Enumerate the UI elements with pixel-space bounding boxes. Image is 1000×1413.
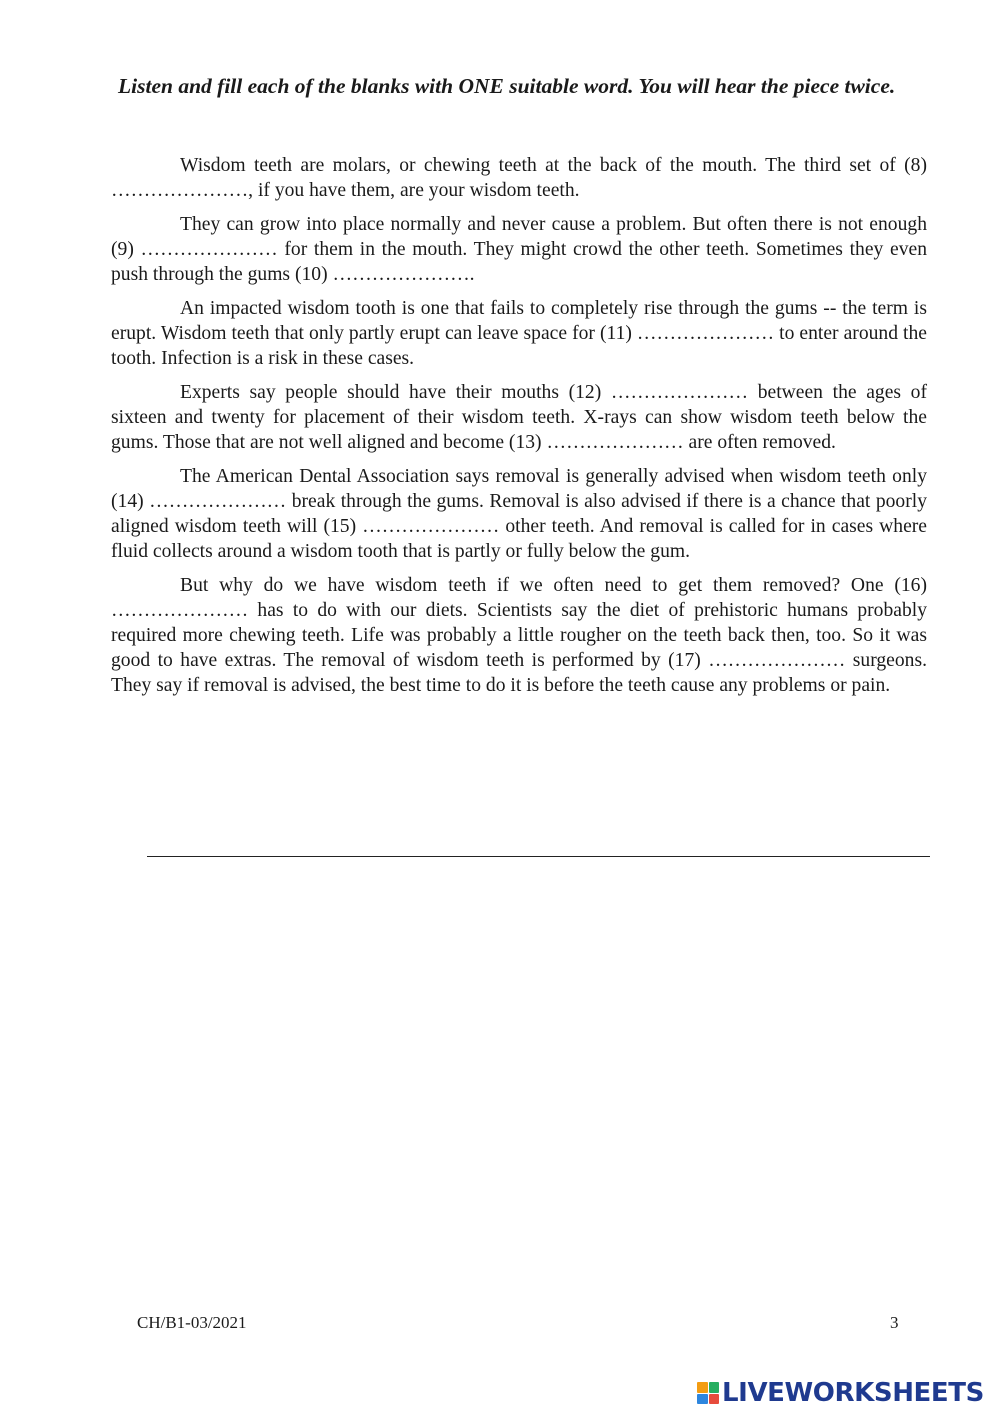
paragraph-5: The American Dental Association says removal is generally advised when wisdom teeth only (14) ………………… break through the gums. Removal is also advised if there is a chance that poorly aligned wisdom teeth will (15) ………………… other teeth. And removal is called for in cases where fluid collects around a wisdom tooth that is partly or fully below the gum. — [111, 466, 927, 562]
divider-line — [147, 856, 930, 857]
paragraph-4: Experts say people should have their mouths (12) ………………… between the ages of sixteen and twenty for placement of their wisdom teeth. X-rays can show wisdom teeth below the gums. Those that are not well aligned and become (13) ………………… are often removed. — [111, 382, 927, 453]
logo-square-2 — [709, 1382, 720, 1393]
brand-text: LIVEWORKSHEETS — [722, 1378, 984, 1408]
paragraph-3: An impacted wisdom tooth is one that fails to completely rise through the gums -- the term is erupt. Wisdom teeth that only partly erupt can leave space for (11) ………………… to enter around the tooth. Infection is a risk in these cases. — [111, 298, 927, 369]
logo-square-3 — [697, 1394, 708, 1405]
paragraph-6: But why do we have wisdom teeth if we often need to get them removed? One (16) ………………… has to do with our diets. Scientists say the diet of prehistoric humans probably required more chewing teeth. Life was probably a little rougher on the teeth back then, too. So it was good to have extras. The removal of wisdom teeth is performed by (17) ………………… surgeons. They say if removal is advised, the best time to do it is before the teeth cause any problems or pain. — [111, 575, 927, 696]
liveworksheets-logo-icon — [697, 1382, 719, 1404]
paragraph-1: Wisdom teeth are molars, or chewing teeth at the back of the mouth. The third set of (8) …………………, if you have them, are your wisdom teeth. — [111, 155, 927, 201]
logo-square-4 — [709, 1394, 720, 1405]
brand-watermark — [697, 1377, 984, 1409]
logo-square-1 — [697, 1382, 708, 1393]
paragraph-2: They can grow into place normally and never cause a problem. But often there is not enough (9) ………………… for them in the mouth. They might crowd the other teeth. Sometimes they even push through the gums (10) …………………. — [111, 214, 927, 285]
instruction-text: Listen and fill each of the blanks with ONE suitable word. You will hear the piece twice. — [118, 74, 896, 98]
footer-document-code: CH/B1-03/2021 — [137, 1313, 247, 1332]
page-number: 3 — [890, 1313, 899, 1332]
passage — [111, 153, 927, 707]
